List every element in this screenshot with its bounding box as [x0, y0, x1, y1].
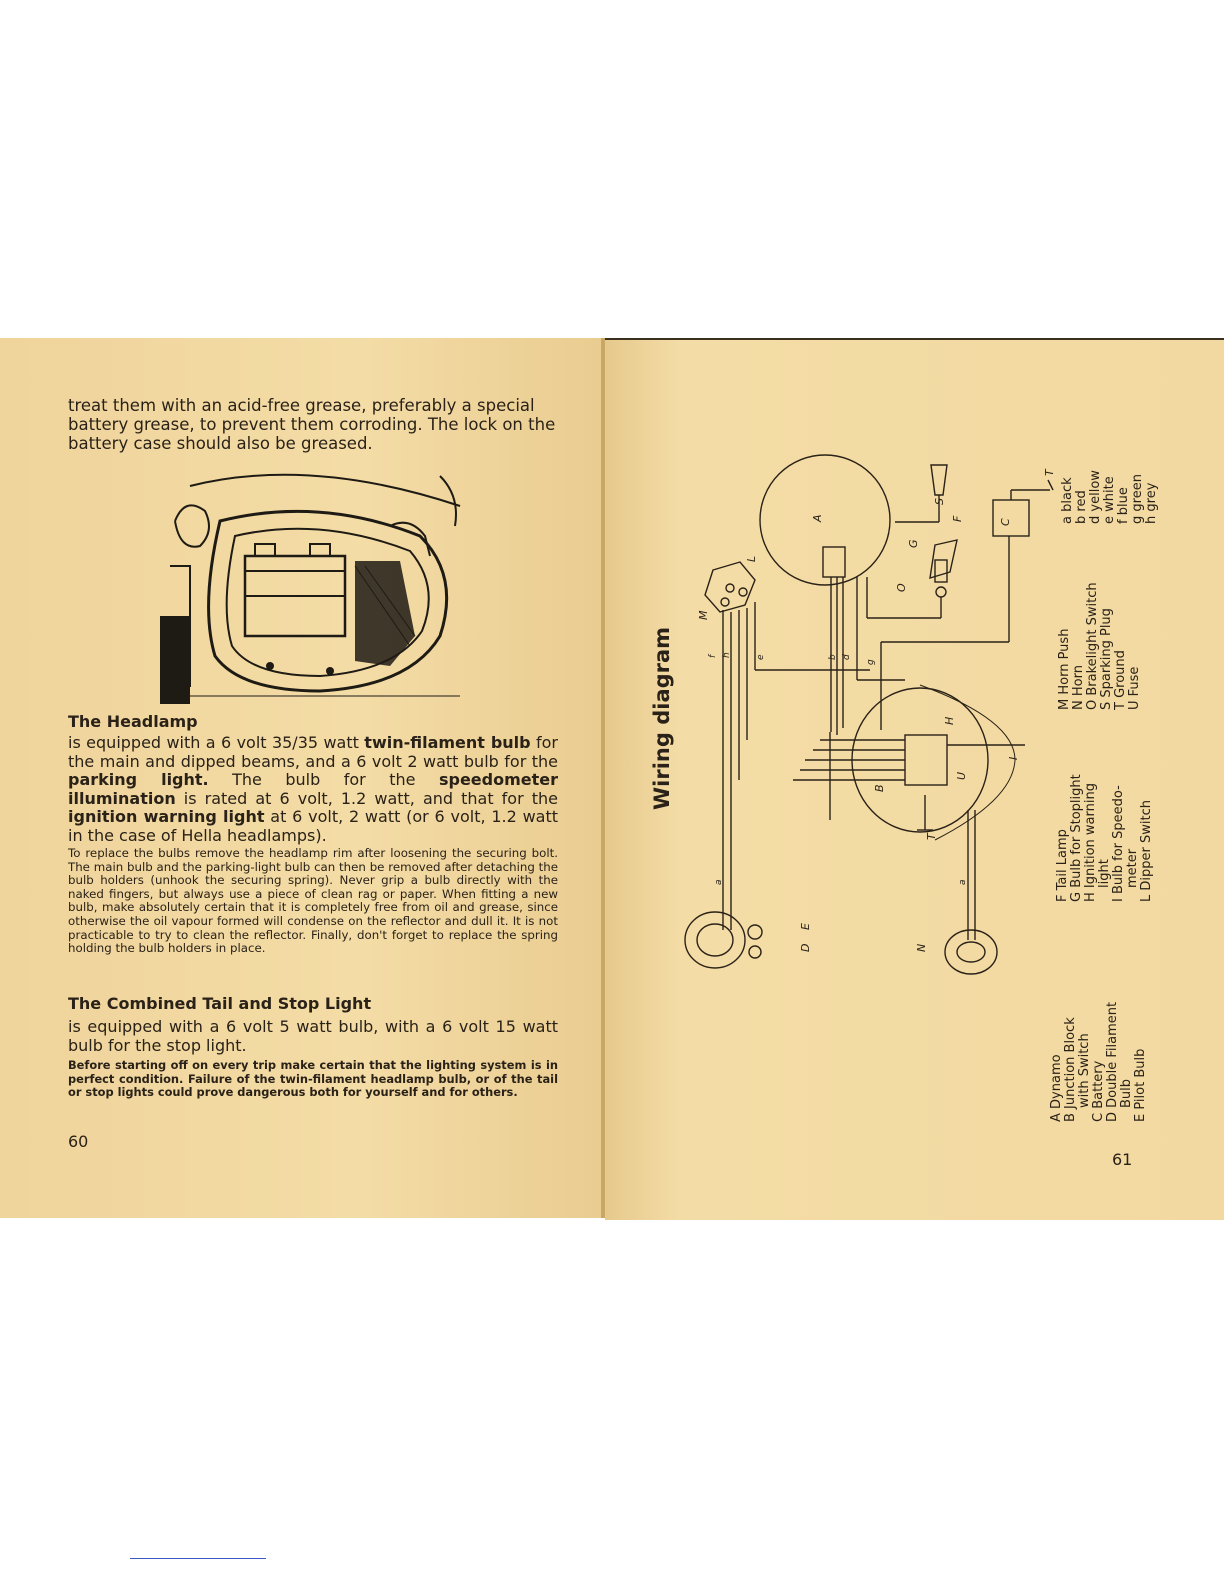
svg-text:d yellow: d yellow — [1088, 470, 1103, 524]
label-F: F — [951, 515, 964, 522]
dynamo-circle — [760, 455, 890, 585]
svg-text:e white: e white — [1102, 476, 1117, 524]
label-I: I — [1007, 756, 1020, 760]
svg-text:with Switch: with Switch — [1077, 1033, 1092, 1108]
label-H: H — [943, 716, 956, 725]
svg-text:meter: meter — [1125, 848, 1140, 888]
svg-text:I Bulb for Speedo-: I Bulb for Speedo- — [1111, 785, 1126, 902]
headlamp-heading: The Headlamp — [68, 712, 198, 731]
svg-text:F Tail Lamp: F Tail Lamp — [1055, 829, 1070, 902]
page-number-left: 60 — [68, 1132, 89, 1151]
headlamp-paragraph: is equipped with a 6 volt 35/35 watt twin-filament bulb for the main and dipped beams, and a 6 volt 2 watt bulb for the parking light. The bulb for the speedometer illumination is rated at 6 volt, 1.2 watt, and that for the ignition warning light at 6 volt, 2 watt (or 6 volt, 1.2 watt in the case of Hella headlamps). — [68, 733, 559, 845]
wire-h: h — [722, 652, 732, 658]
label-T: T — [925, 833, 938, 840]
svg-text:H Ignition warning: H Ignition warning — [1083, 783, 1098, 902]
svg-text:L Dipper Switch: L Dipper Switch — [1139, 800, 1154, 902]
svg-text:M Horn Push: M Horn Push — [1057, 628, 1072, 710]
wire-d: d — [842, 654, 852, 660]
dipper-switch — [705, 562, 755, 612]
svg-text:D Double Filament: D Double Filament — [1105, 1001, 1120, 1122]
wire-b: b — [828, 654, 838, 660]
svg-text:g green: g green — [1130, 474, 1145, 524]
intro-paragraph: treat them with an acid-free grease, preferably a special battery grease, to prevent them corroding. The lock on the battery case should also be greased. — [68, 396, 556, 453]
label-A: A — [811, 514, 824, 522]
right-page — [605, 338, 1224, 1220]
wire-e: e — [756, 654, 766, 660]
left-page — [0, 338, 603, 1218]
horn — [945, 930, 997, 974]
svg-text:N Horn: N Horn — [1071, 665, 1086, 710]
svg-text:a black: a black — [1060, 477, 1075, 524]
label-D: D — [799, 943, 812, 952]
page-number-right: 61 — [1112, 1150, 1133, 1169]
dynamo-terminal-block — [823, 547, 845, 577]
svg-text:h grey: h grey — [1144, 482, 1159, 524]
label-E: E — [799, 923, 812, 930]
label-O: O — [895, 583, 908, 592]
svg-text:U Fuse: U Fuse — [1127, 666, 1142, 710]
svg-text:C Battery: C Battery — [1091, 1060, 1106, 1122]
tail-light-paragraph: is equipped with a 6 volt 5 watt bulb, with a 6 volt 15 watt bulb for the stop light. — [68, 1017, 558, 1055]
svg-text:S Sparking Plug: S Sparking Plug — [1099, 608, 1114, 710]
battery-box — [993, 500, 1029, 536]
tail-light-heading: The Combined Tail and Stop Light — [68, 994, 372, 1013]
label-B: B — [873, 784, 886, 792]
wire-a-horn: a — [958, 879, 968, 885]
footer-link-underline — [130, 1558, 266, 1559]
label-T-battery: T — [1043, 469, 1056, 476]
headlamp-bulb-instructions: To replace the bulbs remove the headlamp rim after loosening the securing bolt. The main bulb and the parking-light bulb can then be removed after detaching the bulb holders (unhook the securing spring). Never grip a bulb directly with the naked fingers, but always use a piece of clean rag or paper. When fitting a new bulb, make absolutely certain that it is completely free from oil and grease, since otherwise the oil vapour formed will condense on the reflector and dull it. It is not practicable to try to clean the reflector. Finally, don't forget to replace the spring holding the bulb holders in place. — [68, 846, 558, 956]
label-M: M — [697, 610, 710, 620]
legend — [1049, 470, 1159, 1122]
svg-text:B Junction Block: B Junction Block — [1063, 1017, 1078, 1122]
wire-g: g — [866, 659, 876, 665]
label-N: N — [915, 943, 928, 952]
legend-col-2 — [1055, 774, 1154, 902]
wire-a-left: a — [714, 879, 724, 885]
battery-illustration — [160, 466, 470, 704]
booklet-spread — [0, 338, 1224, 1218]
svg-text:A Dynamo: A Dynamo — [1049, 1054, 1064, 1122]
label-C: C — [999, 518, 1012, 526]
tail-lamp — [685, 912, 745, 968]
svg-text:E Pilot Bulb: E Pilot Bulb — [1133, 1048, 1148, 1122]
svg-text:G Bulb for Stoplight: G Bulb for Stoplight — [1069, 774, 1084, 902]
junction-block-switch — [905, 735, 947, 785]
label-G: G — [907, 539, 920, 548]
svg-text:f blue: f blue — [1116, 487, 1131, 524]
spark-plug — [931, 465, 947, 495]
svg-text:b red: b red — [1074, 490, 1089, 524]
wiring-diagram — [605, 340, 1224, 1220]
svg-text:O Brakelight Switch: O Brakelight Switch — [1085, 582, 1100, 710]
legend-col-1 — [1049, 1002, 1148, 1122]
legend-col-3 — [1057, 582, 1142, 711]
label-U: U — [955, 771, 968, 780]
brakelight-switch — [930, 540, 957, 578]
svg-text:light: light — [1097, 859, 1112, 888]
label-S: S — [933, 498, 946, 505]
label-L: L — [745, 555, 758, 562]
svg-text:Bulb: Bulb — [1119, 1078, 1134, 1108]
svg-text:T Ground: T Ground — [1113, 650, 1128, 710]
safety-warning: Before starting off on every trip make certain that the lighting system is in perfect condition. Failure of the twin-filament headlamp bulb, or of the tail or stop lights could prove dangerous both for yourself and for others. — [68, 1058, 558, 1100]
diagram-title: Wiring diagram — [650, 626, 674, 810]
wire-f: f — [708, 654, 718, 658]
legend-colors — [1060, 470, 1159, 524]
